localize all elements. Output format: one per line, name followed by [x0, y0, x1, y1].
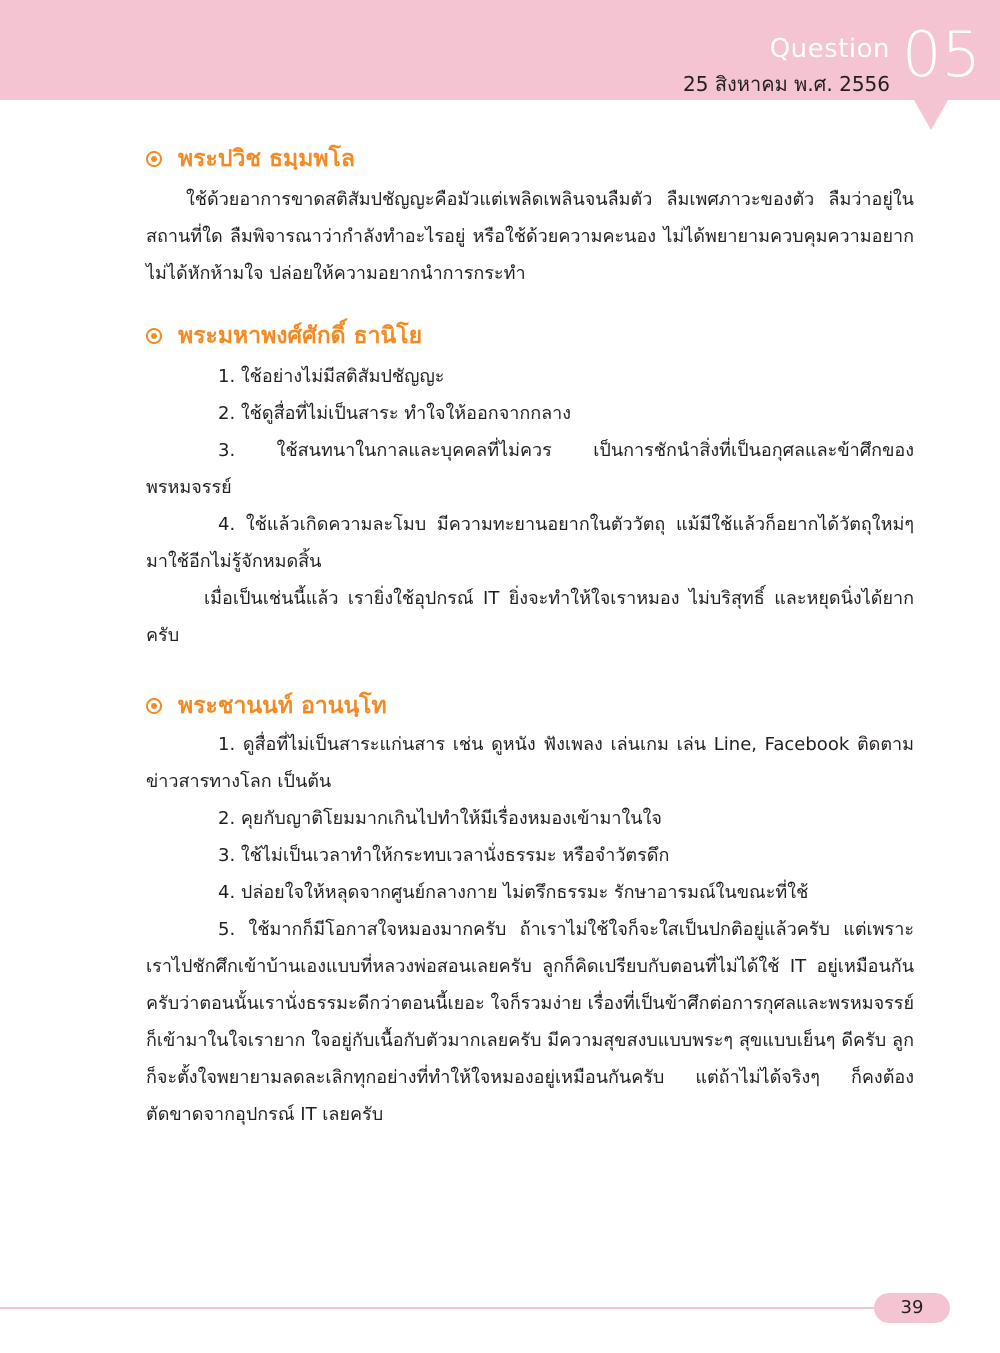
section-2	[146, 318, 914, 654]
list-item: 5. ใช้มากก็มีโอกาสใจหมองมากครับ ถ้าเราไม่ใช้ใจก็จะใสเป็นปกติอยู่แล้วครับ แต่เพราะเราไปชักศึกเข้าบ้านเองแบบที่หลวงพ่อสอนเลยครับ ลูกก็คิดเปรียบกับตอนที่ไม่ได้ใช้ IT อยู่เหมือนกันครับว่าตอนนั้นเรานั่งธรรมะดีกว่าตอนนี้เยอะ ใจก็รวมง่าย เรื่องที่เป็นข้าศึกต่อการกุศลและพรหมจรรย์ก็เข้ามาในใจเรายาก ใจอยู่กับเนื้อกับตัวมากเลยครับ มีความสุขสงบแบบพระๆ สุขแบบเย็นๆ ดีครับ ลูกก็จะตั้งใจพยายามลดละเลิกทุกอย่างที่ทำให้ใจหมองอยู่เหมือนกันครับ แต่ถ้าไม่ได้จริงๆ ก็คงต้องตัดขาดจากอุปกรณ์ IT เลยครับ	[146, 919, 914, 1125]
section-heading-text: พระปวิช ธมฺมพโล	[178, 146, 355, 172]
header-pointer	[914, 100, 948, 130]
list-item: 2. ใช้ดูสื่อที่ไม่เป็นสาระ ทำใจให้ออกจากกลาง	[218, 403, 572, 424]
page-number: 39	[874, 1293, 950, 1323]
question-label: Question	[769, 34, 890, 64]
section-heading-text: พระชานนท์ อานนฺโท	[178, 693, 387, 719]
section-3	[146, 688, 914, 1133]
bullet-icon	[146, 151, 162, 167]
list-item: 1. ใช้อย่างไม่มีสติสัมปชัญญะ	[218, 366, 445, 387]
answer-paragraph: ใช้ด้วยอาการขาดสติสัมปชัญญะคือมัวแต่เพลิดเพลินจนลืมตัว ลืมเพศภาวะของตัว ลืมว่าอยู่ในสถานที่ใด ลืมพิจารณาว่ากำลังทำอะไรอยู่ หรือใช้ด้วยความคะนอง ไม่ได้พยายามควบคุมความอยาก ไม่ได้หักห้ามใจ ปล่อยให้ความอยากนำการกระทำ	[146, 189, 914, 284]
list-item: 1. ดูสื่อที่ไม่เป็นสาระแก่นสาร เช่น ดูหนัง ฟังเพลง เล่นเกม เล่น Line, Facebook ติดตามข่าวสารทางโลก เป็นต้น	[146, 734, 914, 792]
list-item: 3. ใช้สนทนาในกาลและบุคคลที่ไม่ควร เป็นการชักนำสิ่งที่เป็นอกุศลและข้าศึกของพรหมจรรย์	[146, 440, 914, 498]
list-item: 2. คุยกับญาติโยมมากเกินไปทำให้มีเรื่องหมองเข้ามาในใจ	[218, 808, 662, 829]
bullet-icon	[146, 698, 162, 714]
bullet-icon	[146, 328, 162, 344]
section-heading	[146, 688, 914, 724]
closing-paragraph: เมื่อเป็นเช่นนี้แล้ว เรายิ่งใช้อุปกรณ์ IT ยิ่งจะทำให้ใจเราหมอง ไม่บริสุทธิ์ และหยุดนิ่งได้ยากครับ	[146, 588, 914, 646]
question-number: 05	[902, 18, 981, 91]
list-item: 4. ปล่อยใจให้หลุดจากศูนย์กลางกาย ไม่ตรึกธรรมะ รักษาอารมณ์ในขณะที่ใช้	[218, 882, 809, 903]
section-heading	[146, 141, 914, 177]
list-item: 3. ใช้ไม่เป็นเวลาทำให้กระทบเวลานั่งธรรมะ หรือจำวัตรดึก	[218, 845, 670, 866]
section-heading-text: พระมหาพงศ์ศักดิ์ ธานิโย	[178, 323, 423, 349]
footer-rule	[0, 1307, 940, 1309]
section-heading	[146, 318, 914, 354]
list-item: 4. ใช้แล้วเกิดความละโมบ มีความทะยานอยากในตัววัตถุ แม้มีใช้แล้วก็อยากได้วัตถุใหม่ๆ มาใช้อีกไม่รู้จักหมดสิ้น	[146, 514, 914, 572]
section-1	[146, 141, 914, 292]
question-date: 25 สิงหาคม พ.ศ. 2556	[683, 72, 890, 96]
